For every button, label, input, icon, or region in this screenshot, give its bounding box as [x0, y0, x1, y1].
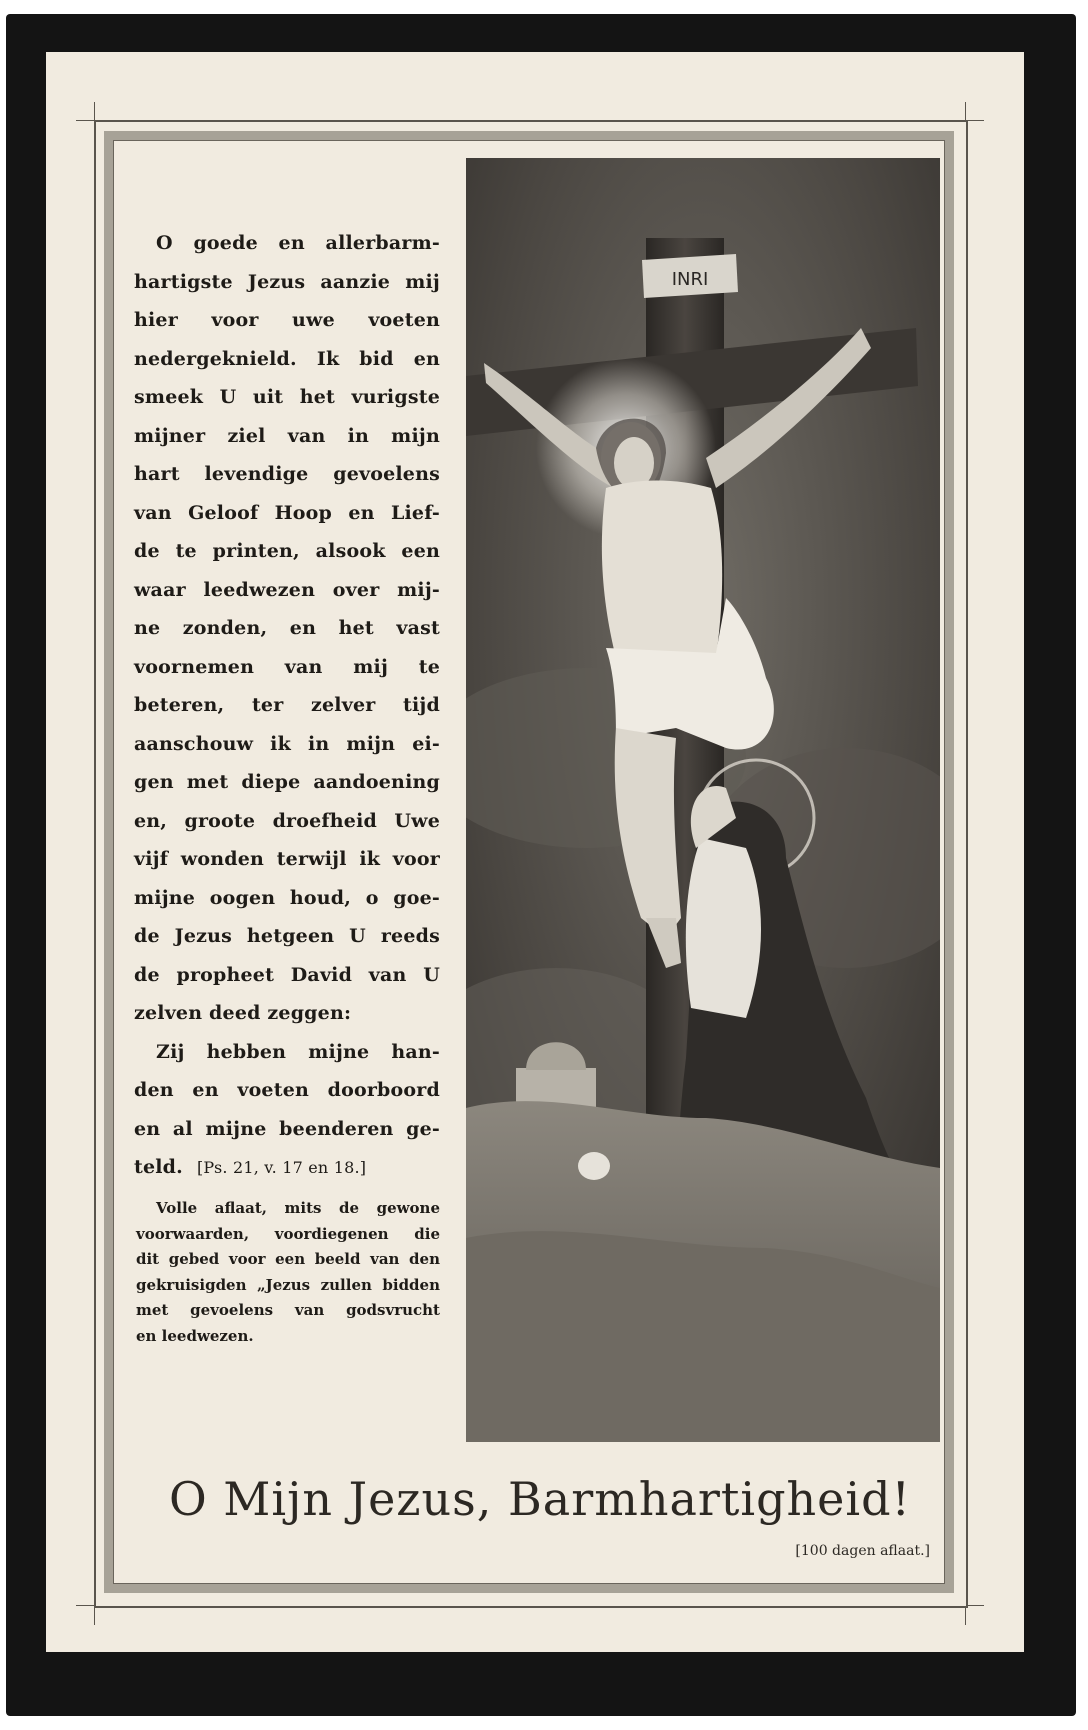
indulgence-line: voorwaarden, voordiegenen die — [136, 1224, 440, 1243]
prayer-line: O goede en allerbarm- — [156, 232, 440, 254]
corner-line — [965, 102, 966, 120]
prayer-line: mijner ziel van in mijn — [134, 424, 440, 447]
prayer-line: hartigste Jezus aanzie mij — [134, 270, 440, 293]
crucifixion-picture — [466, 158, 940, 1442]
corner-line — [94, 1607, 95, 1625]
prayer-line: voornemen van mij te — [134, 655, 440, 678]
corner-line — [76, 1605, 94, 1606]
prayer-line: de Jezus hetgeen U reeds — [134, 925, 440, 947]
corner-line — [966, 1605, 984, 1606]
indulgence-line: Volle aflaat, mits de gewone — [156, 1199, 440, 1217]
prayer-line: ne zonden, en het vast — [134, 617, 440, 639]
prayer-line: zelven deed zeggen: — [134, 1002, 352, 1024]
prayer-text — [134, 224, 440, 1187]
indulgence-line: gekruisigden „Jezus zullen bidden — [136, 1275, 440, 1294]
prayer-line: de propheet David van U — [134, 963, 440, 986]
prayer-line: waar leedwezen over mij- — [134, 578, 440, 601]
ejaculation-prayer: O Mijn Jezus, Barmhartigheid! — [168, 1472, 912, 1526]
prayer-line: mijne oogen houd, o goe- — [134, 886, 440, 909]
prayer-line: en, groote droefheid Uwe — [134, 809, 440, 832]
indulgence-line: dit gebed voor een beeld van den — [136, 1250, 440, 1268]
cross-title-inri: INRI — [671, 269, 709, 290]
prayer-line: gen met diepe aandoening — [134, 771, 440, 793]
corner-line — [76, 120, 94, 121]
corner-line — [965, 1607, 966, 1625]
prayer-line: hart levendige gevoelens — [134, 463, 440, 485]
prayer-line: smeek U uit het vurigste — [134, 386, 440, 408]
scripture-line: Zij hebben mijne han- — [156, 1040, 440, 1063]
prayer-line: van Geloof Hoop en Lief- — [134, 501, 440, 524]
prayer-line: de te printen, alsook een — [134, 540, 440, 562]
scripture-line: den en voeten doorboord — [134, 1079, 440, 1101]
scripture-reference: [Ps. 21, v. 17 en 18.] — [196, 1158, 367, 1177]
corner-line — [94, 102, 95, 120]
corner-line — [966, 120, 984, 121]
indulgence-note — [136, 1196, 440, 1349]
prayer-line: aanschouw ik in mijn ei- — [134, 732, 440, 755]
prayer-line: nedergeknield. Ik bid en — [134, 347, 440, 370]
indulgence-line: met gevoelens van godsvrucht — [136, 1301, 440, 1319]
scripture-line: en al mijne beenderen ge- — [134, 1117, 440, 1140]
indulgence-line: en leedwezen. — [136, 1326, 254, 1345]
scripture-last-line — [134, 1148, 440, 1187]
indulgence-days: [100 dagen aflaat.] — [795, 1543, 930, 1559]
prayer-line: vijf wonden terwijl ik voor — [134, 848, 440, 870]
scripture-line: teld. — [134, 1156, 183, 1178]
crucifixion-engraving — [466, 158, 940, 1442]
prayer-line: hier voor uwe voeten — [134, 309, 440, 331]
prayer-line: beteren, ter zelver tijd — [134, 694, 440, 716]
